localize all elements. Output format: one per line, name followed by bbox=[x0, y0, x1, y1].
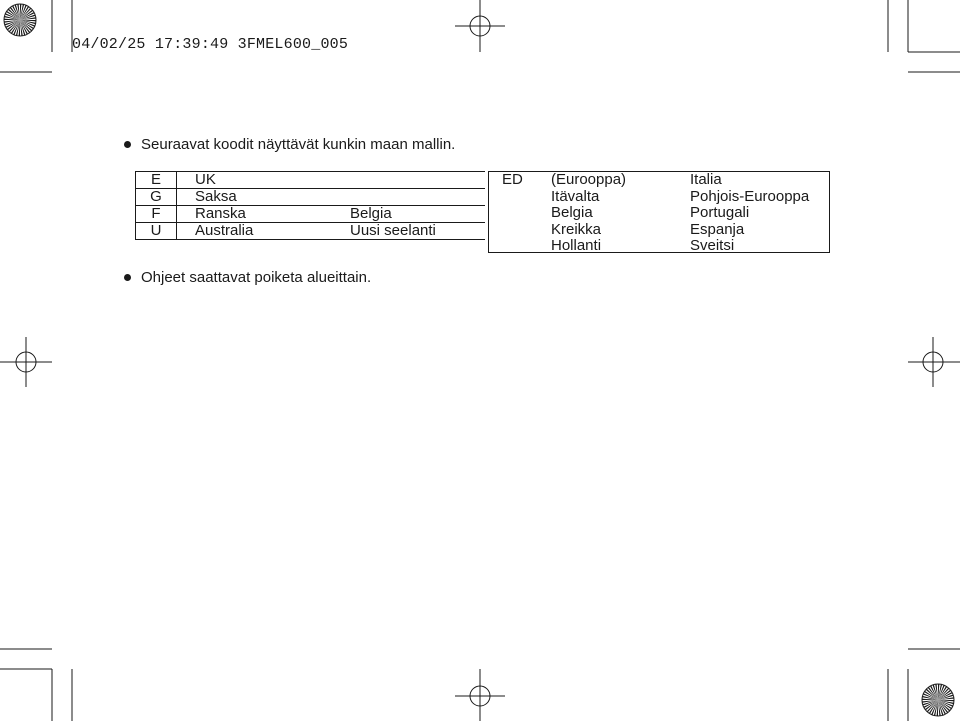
country-name-secondary bbox=[350, 172, 485, 189]
table-row bbox=[136, 223, 486, 240]
list-item: Pohjois-Eurooppa bbox=[690, 187, 810, 205]
list-item: Itävalta bbox=[551, 187, 600, 205]
starburst-mark-top-left bbox=[4, 4, 36, 36]
country-name: UK bbox=[177, 172, 351, 189]
bullet-icon bbox=[124, 274, 131, 281]
intro-note-text: Seuraavat koodit näyttävät kunkin maan mallin. bbox=[141, 136, 456, 153]
footer-note bbox=[124, 269, 371, 286]
list-item: Italia bbox=[690, 171, 722, 188]
table-row bbox=[136, 206, 486, 223]
list-item: Sveitsi bbox=[690, 237, 735, 254]
list-item: Espanja bbox=[690, 220, 745, 238]
bullet-icon bbox=[124, 141, 131, 148]
country-code: U bbox=[136, 223, 177, 240]
intro-note bbox=[124, 136, 455, 153]
list-item: Portugali bbox=[690, 204, 750, 221]
starburst-mark-bottom-right bbox=[922, 684, 954, 716]
country-code: G bbox=[136, 189, 177, 206]
table-row bbox=[136, 189, 486, 206]
print-timestamp: 04/02/25 17:39:49 3FMEL600_005 bbox=[72, 36, 349, 53]
registration-mark-left bbox=[0, 337, 52, 387]
country-name-secondary bbox=[350, 189, 485, 206]
country-code: E bbox=[136, 172, 177, 189]
country-name: Saksa bbox=[177, 189, 351, 206]
footer-note-text: Ohjeet saattavat poiketa alueittain. bbox=[141, 269, 372, 286]
registration-mark-right bbox=[908, 337, 960, 387]
registration-mark-bottom bbox=[455, 669, 505, 721]
list-item: Hollanti bbox=[551, 237, 602, 254]
europe-countries-column-1 bbox=[551, 172, 626, 255]
list-item: Kreikka bbox=[551, 220, 602, 238]
europe-countries-column-2 bbox=[690, 172, 809, 255]
country-name-secondary: Belgia bbox=[350, 206, 485, 223]
country-name-secondary: Uusi seelanti bbox=[350, 223, 485, 240]
table-row bbox=[136, 172, 486, 189]
country-code: F bbox=[136, 206, 177, 223]
country-name: Ranska bbox=[177, 206, 351, 223]
country-name: Australia bbox=[177, 223, 351, 240]
list-item: (Eurooppa) bbox=[551, 171, 627, 188]
registration-mark-top bbox=[455, 0, 505, 52]
europe-code: ED bbox=[502, 171, 523, 188]
country-code-table bbox=[135, 171, 485, 240]
list-item: Belgia bbox=[551, 204, 593, 221]
europe-code-box bbox=[488, 171, 830, 253]
